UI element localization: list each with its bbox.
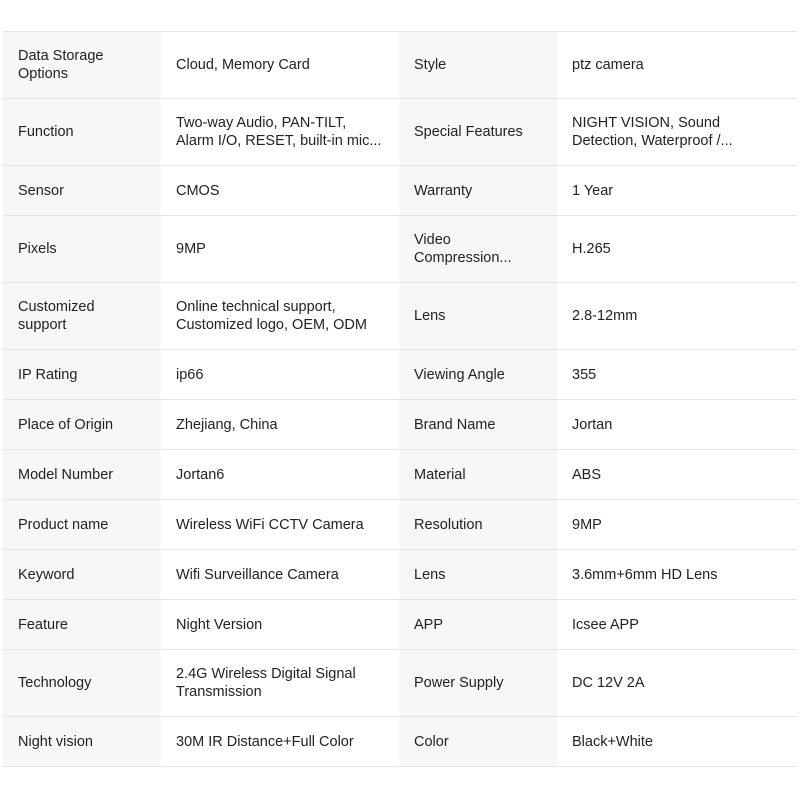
- spec-label: Color: [399, 717, 557, 767]
- spec-value: 9MP: [161, 216, 399, 283]
- spec-value: NIGHT VISION, Sound Detection, Waterproof /...: [557, 99, 797, 166]
- table-row: [3, 600, 797, 650]
- spec-value: Zhejiang, China: [161, 400, 399, 450]
- spec-label: Video Compression...: [399, 216, 557, 283]
- table-row: [3, 283, 797, 350]
- spec-label: IP Rating: [3, 350, 161, 400]
- spec-label: Material: [399, 450, 557, 500]
- table-row: [3, 717, 797, 767]
- table-row: [3, 99, 797, 166]
- spec-value: DC 12V 2A: [557, 650, 797, 717]
- spec-label: Product name: [3, 500, 161, 550]
- product-spec-table: [3, 31, 797, 767]
- spec-value: H.265: [557, 216, 797, 283]
- spec-value: Cloud, Memory Card: [161, 32, 399, 99]
- table-row: [3, 650, 797, 717]
- spec-label: Data Storage Options: [3, 32, 161, 99]
- spec-label: Lens: [399, 283, 557, 350]
- spec-label: Lens: [399, 550, 557, 600]
- spec-table-container: [3, 31, 797, 767]
- table-row: [3, 550, 797, 600]
- spec-value: 30M IR Distance+Full Color: [161, 717, 399, 767]
- spec-label: Power Supply: [399, 650, 557, 717]
- spec-value: 355: [557, 350, 797, 400]
- spec-label: Place of Origin: [3, 400, 161, 450]
- spec-label: Feature: [3, 600, 161, 650]
- spec-label: Customized support: [3, 283, 161, 350]
- table-row: [3, 32, 797, 99]
- table-row: [3, 166, 797, 216]
- spec-label: APP: [399, 600, 557, 650]
- spec-label: Brand Name: [399, 400, 557, 450]
- spec-value: Night Version: [161, 600, 399, 650]
- table-row: [3, 500, 797, 550]
- spec-label: Function: [3, 99, 161, 166]
- spec-value: 1 Year: [557, 166, 797, 216]
- spec-value: Jortan: [557, 400, 797, 450]
- table-row: [3, 350, 797, 400]
- spec-value: Two-way Audio, PAN-TILT, Alarm I/O, RESET, built-in mic...: [161, 99, 399, 166]
- spec-value: Wireless WiFi CCTV Camera: [161, 500, 399, 550]
- spec-value: ip66: [161, 350, 399, 400]
- spec-label: Keyword: [3, 550, 161, 600]
- spec-value: Jortan6: [161, 450, 399, 500]
- spec-value: 2.8-12mm: [557, 283, 797, 350]
- spec-value: Wifi Surveillance Camera: [161, 550, 399, 600]
- table-row: [3, 450, 797, 500]
- spec-label: Technology: [3, 650, 161, 717]
- spec-value: 9MP: [557, 500, 797, 550]
- spec-label: Special Features: [399, 99, 557, 166]
- spec-label: Pixels: [3, 216, 161, 283]
- spec-value: 3.6mm+6mm HD Lens: [557, 550, 797, 600]
- spec-label: Sensor: [3, 166, 161, 216]
- spec-label: Model Number: [3, 450, 161, 500]
- spec-value: ptz camera: [557, 32, 797, 99]
- spec-value: 2.4G Wireless Digital Signal Transmission: [161, 650, 399, 717]
- spec-label: Night vision: [3, 717, 161, 767]
- table-row: [3, 216, 797, 283]
- spec-value: Black+White: [557, 717, 797, 767]
- spec-label: Warranty: [399, 166, 557, 216]
- spec-value: ABS: [557, 450, 797, 500]
- spec-value: CMOS: [161, 166, 399, 216]
- spec-label: Style: [399, 32, 557, 99]
- spec-value: Online technical support, Customized logo, OEM, ODM: [161, 283, 399, 350]
- spec-value: Icsee APP: [557, 600, 797, 650]
- spec-label: Viewing Angle: [399, 350, 557, 400]
- table-row: [3, 400, 797, 450]
- spec-label: Resolution: [399, 500, 557, 550]
